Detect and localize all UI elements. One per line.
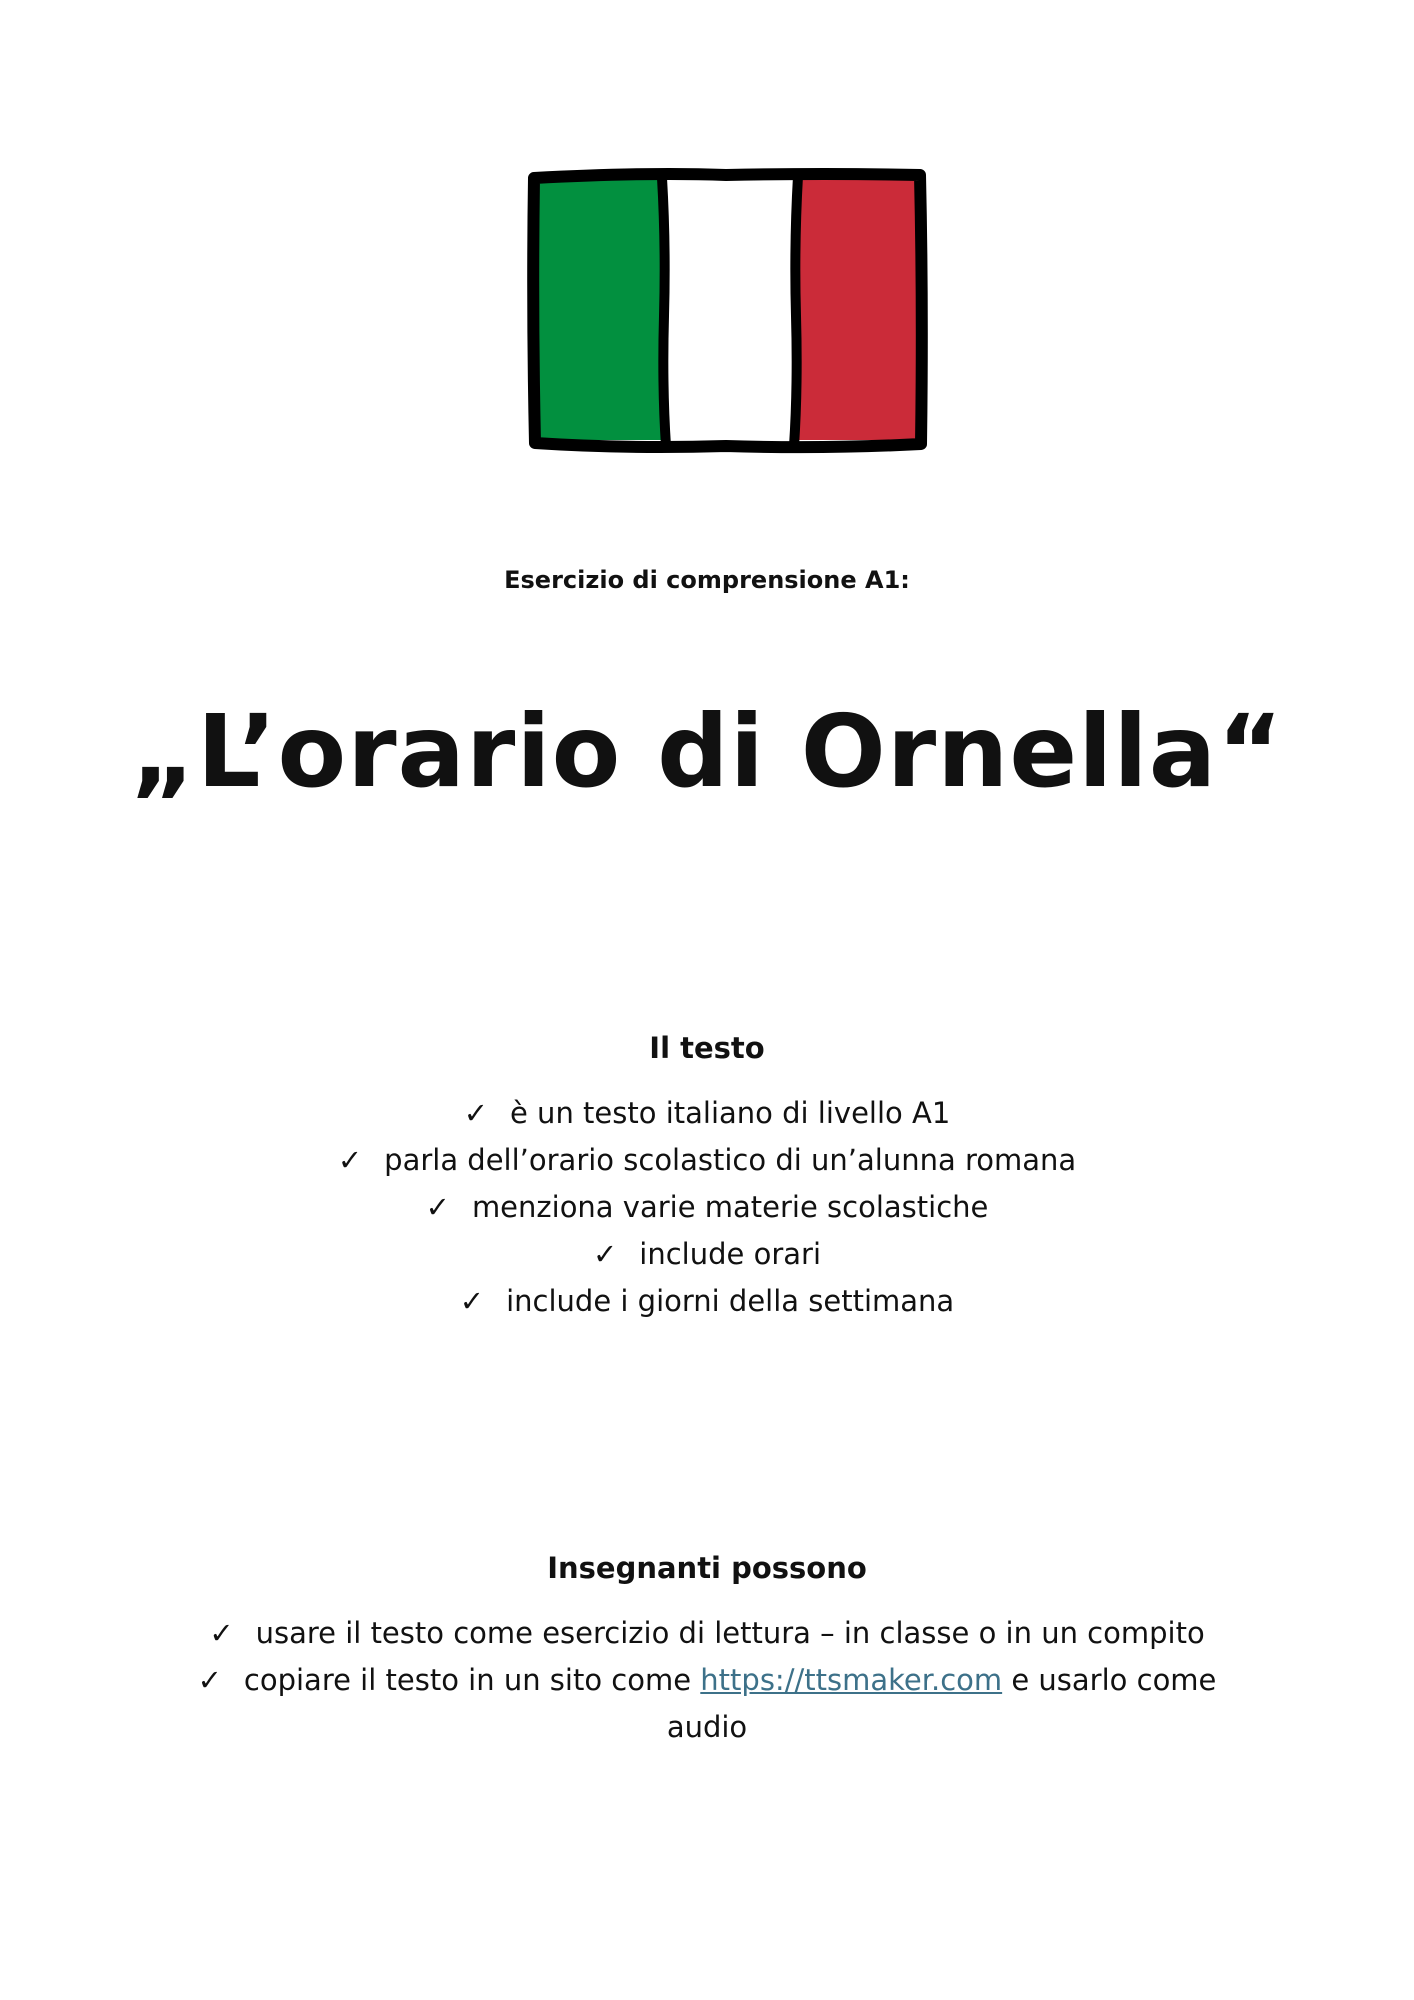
checkmark-icon: ✓ [197,1663,222,1697]
flag-divider-right [794,176,798,446]
flag-green-stripe [538,180,666,440]
flag-divider-left [662,178,666,446]
list-item [0,1090,1414,1137]
testo-feature-list [0,1090,1414,1325]
checkmark-icon: ✓ [425,1190,450,1224]
list-item [197,1610,1217,1657]
checkmark-icon: ✓ [337,1143,363,1177]
list-item [197,1657,1217,1751]
exercise-subtitle: Esercizio di comprensione A1: [504,566,910,594]
flag-white-stripe [666,180,798,440]
list-item-text-before-link: copiare il testo in un sito come [243,1663,701,1697]
list-item-text-after-link: e usarlo come audio [666,1663,1217,1744]
checkmark-icon: ✓ [459,1284,485,1318]
ttsmaker-link[interactable]: https://ttsmaker.com [700,1663,1003,1697]
section-heading-insegnanti: Insegnanti possono [547,1551,867,1585]
list-item-text: è un testo italiano di livello A1 [510,1096,951,1130]
italian-flag-icon [526,166,928,454]
list-item [0,1137,1414,1184]
list-item-text: parla dell’orario scolastico di un’alunna romana [384,1143,1077,1177]
list-item-text: include i giorni della settimana [506,1284,955,1318]
list-item-text: include orari [639,1237,821,1271]
list-item [0,1184,1414,1231]
list-item [0,1278,1414,1325]
list-item-text: usare il testo come esercizio di lettura – in classe o in un compito [255,1616,1205,1650]
checkmark-icon: ✓ [209,1616,234,1650]
page-title: „L’orario di Ornella“ [130,693,1284,810]
checkmark-icon: ✓ [592,1237,618,1271]
list-item [0,1231,1414,1278]
list-item-text: menziona varie materie scolastiche [471,1190,989,1224]
checkmark-icon: ✓ [463,1096,488,1130]
flag-red-stripe [798,180,916,440]
section-heading-testo: Il testo [649,1031,765,1065]
insegnanti-list [0,1610,1414,1751]
